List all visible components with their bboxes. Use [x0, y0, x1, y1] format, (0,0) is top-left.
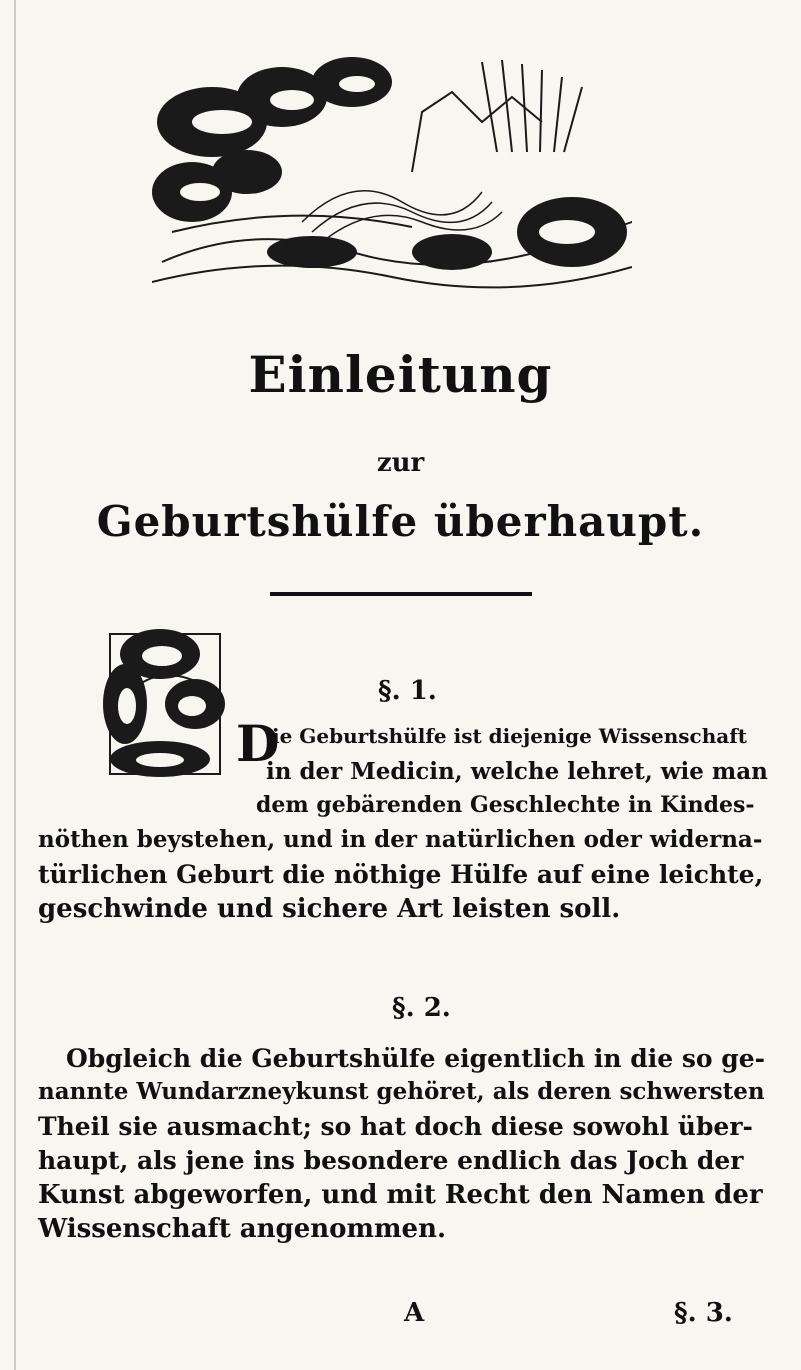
s2-line-5: Kunst abgeworfen, und mit Recht den Namen der [38, 1180, 763, 1210]
s1-line-3: dem gebärenden Geschlechte in Kindes- [256, 792, 755, 818]
section-1-mark: §. 1. [378, 676, 437, 706]
s2-line-2: nannte Wundarzneykunst gehöret, als deren schwersten [38, 1078, 765, 1105]
title-main: Einleitung [248, 345, 553, 404]
s2-line-1: Obgleich die Geburtshülfe eigentlich in die so ge- [66, 1044, 766, 1073]
title-sub: Geburtshülfe überhaupt. [96, 497, 705, 546]
s1-line-1: ie Geburtshülfe ist diejenige Wissenschaft [272, 724, 748, 748]
s1-line-2: in der Medicin, welche lehret, wie man [266, 758, 768, 785]
signature-mark: A [404, 1298, 425, 1328]
page-edge [14, 0, 16, 1370]
divider-rule [270, 592, 532, 596]
s1-line-4: nöthen beystehen, und in der natürlichen oder widerna- [38, 826, 763, 853]
s1-line-6: geschwinde und sichere Art leisten soll. [38, 894, 621, 924]
title-zur: zur [376, 448, 425, 478]
catchword: §. 3. [674, 1298, 733, 1328]
s2-line-6: Wissenschaft angenommen. [38, 1214, 447, 1244]
s2-line-4: haupt, als jene ins besondere endlich das Joch der [38, 1146, 744, 1175]
section-2-mark: §. 2. [392, 993, 451, 1023]
dropcap: D [236, 714, 280, 773]
s2-line-3: Theil sie ausmacht; so hat doch diese sowohl über- [38, 1112, 753, 1141]
s1-line-5: türlichen Geburt die nöthige Hülfe auf eine leichte, [38, 860, 764, 889]
ornamental-initial-icon [100, 624, 230, 779]
landscape-ornament-icon [152, 52, 632, 297]
